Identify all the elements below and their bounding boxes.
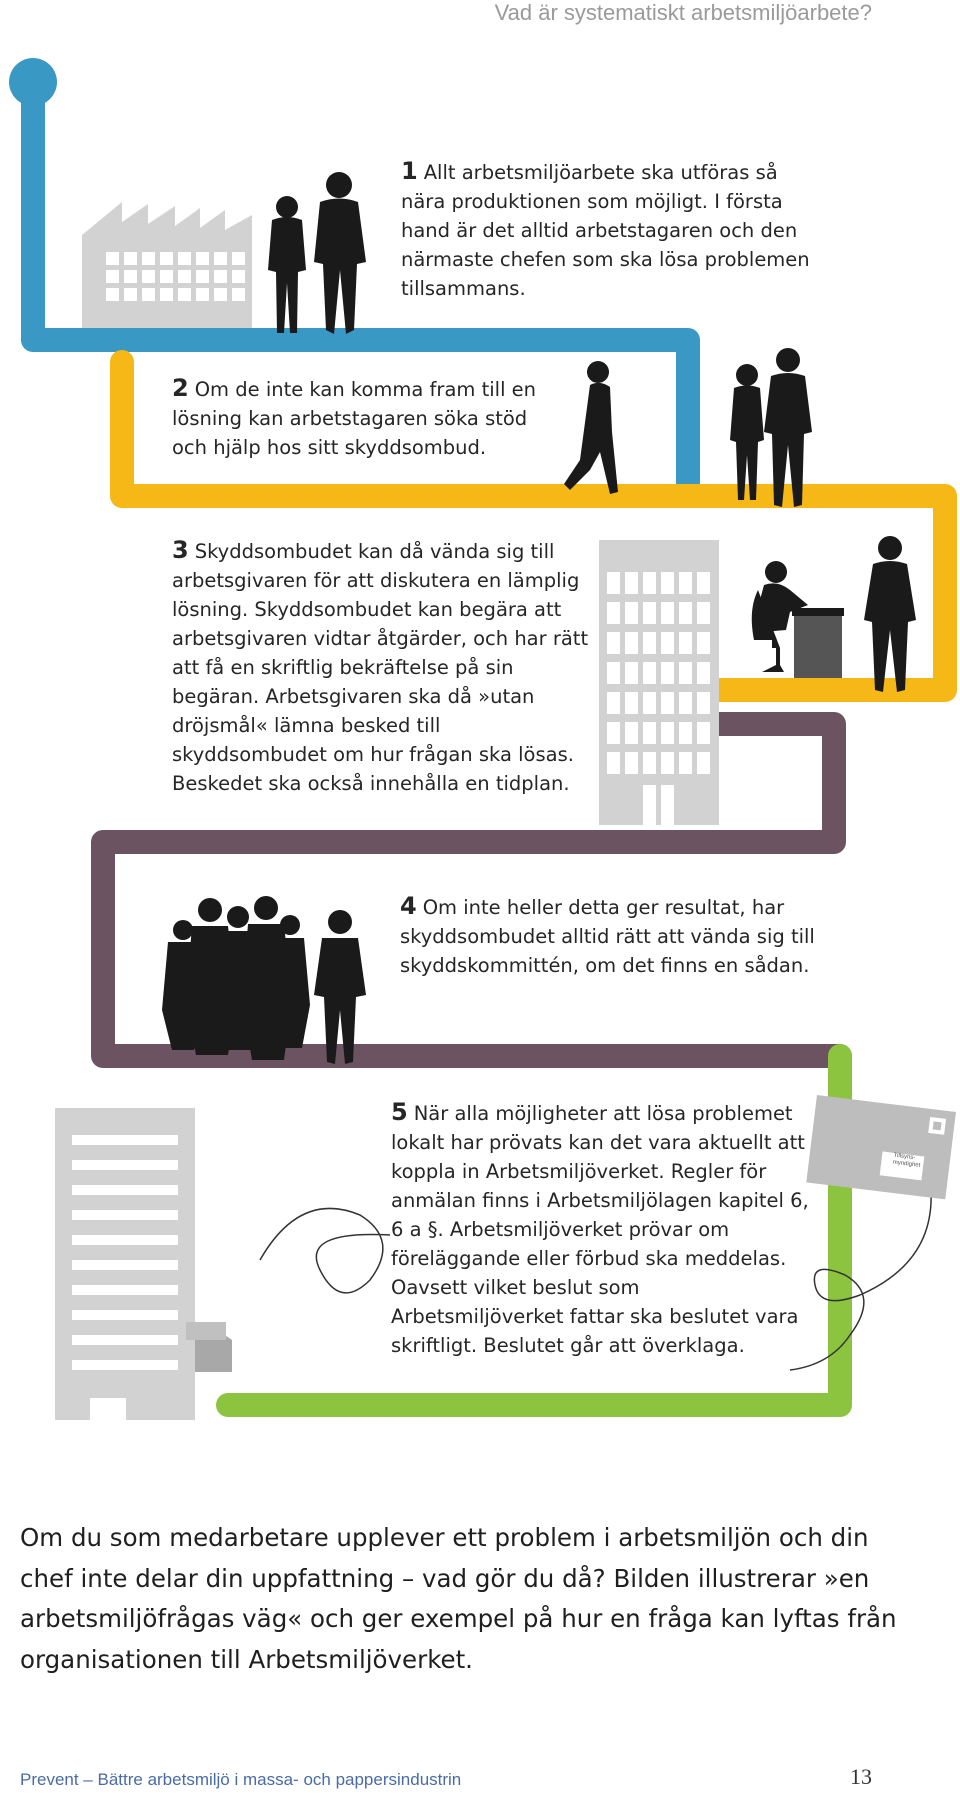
step-1 <box>401 157 821 303</box>
step-5-number: 5 <box>391 1098 408 1126</box>
step-2-number: 2 <box>172 374 189 402</box>
step-4-number: 4 <box>400 892 417 920</box>
page-number: 13 <box>850 1764 872 1789</box>
step-3-text: Skyddsombudet kan då vända sig till arbetsgivaren för att diskutera en lämplig lösning. Skyddsombudet kan begära att arbetsgivaren vidtar åtgärder, och har rätt att få en skriftlig bekräftelse på sin begäran. Arbetsgivaren ska då »utan dröjsmål« lämna besked till skyddsombudet om hur frågan ska lösas. Beskedet ska också innehålla en tidplan. <box>172 540 589 795</box>
step-2 <box>172 374 562 462</box>
page-header-title: Vad är systematiskt arbetsmiljöarbete? <box>494 0 872 25</box>
government-building-icon <box>55 1108 232 1420</box>
office-building-icon <box>599 540 719 825</box>
worker-and-manager-silhouettes <box>268 172 366 334</box>
step-2-text: Om de inte kan komma fram till en lösning kan arbetstagaren söka stöd och hjälp hos sitt skyddsombud. <box>172 378 537 459</box>
letter-flight-line-left <box>260 1208 390 1292</box>
footer-publication: Prevent – Bättre arbetsmiljö i massa- och pappersindustrin <box>20 1770 462 1789</box>
employer-at-desk-silhouette <box>752 561 844 678</box>
envelope-recipient-label: Tillsyns- myndighet <box>892 1152 921 1169</box>
safety-committee-group-silhouette <box>162 896 366 1064</box>
step-5-text: När alla möjligheter att lösa problemet lokalt har prövats kan det vara aktuellt att koppla in Arbetsmiljöverket. Regler för anmälan finns i Arbetsmiljölagen kapitel 6, 6 a §. Arbetsmiljöverket prövar om föreläggande eller förbud ska meddelas. Oavsett vilket beslut som Arbetsmiljöverket fattar ska beslutet vara skriftligt. Beslutet går att överklaga. <box>391 1102 809 1357</box>
step-4-text: Om inte heller detta ger resultat, har skyddsombudet alltid rätt att vända sig till skyddskommittén, om det finns en sådan. <box>400 896 815 977</box>
step-4 <box>400 892 840 980</box>
step-5 <box>391 1098 816 1360</box>
step-1-number: 1 <box>401 157 418 185</box>
step-1-text: Allt arbetsmiljöarbete ska utföras så nära produktionen som möjligt. I första hand är det alltid arbetstagaren och den närmaste chefen som ska lösa problemen tillsammans. <box>401 161 810 300</box>
worker-and-safety-rep-silhouettes <box>730 348 812 507</box>
walking-worker-silhouette <box>564 361 618 494</box>
step-3-number: 3 <box>172 536 189 564</box>
summary-paragraph: Om du som medarbetare upplever ett problem i arbetsmiljön och din chef inte delar din uppfattning – vad gör du då? Bilden illustrerar »en arbetsmiljöfrågas väg« och ger exempel på hur en fråga kan lyftas från organisationen till Arbetsmiljöverket. <box>20 1523 897 1674</box>
envelope-icon <box>806 1095 956 1199</box>
path-start-dot <box>9 58 57 106</box>
step-3 <box>172 536 592 798</box>
safety-rep-silhouette <box>864 536 916 692</box>
factory-icon <box>82 202 252 328</box>
